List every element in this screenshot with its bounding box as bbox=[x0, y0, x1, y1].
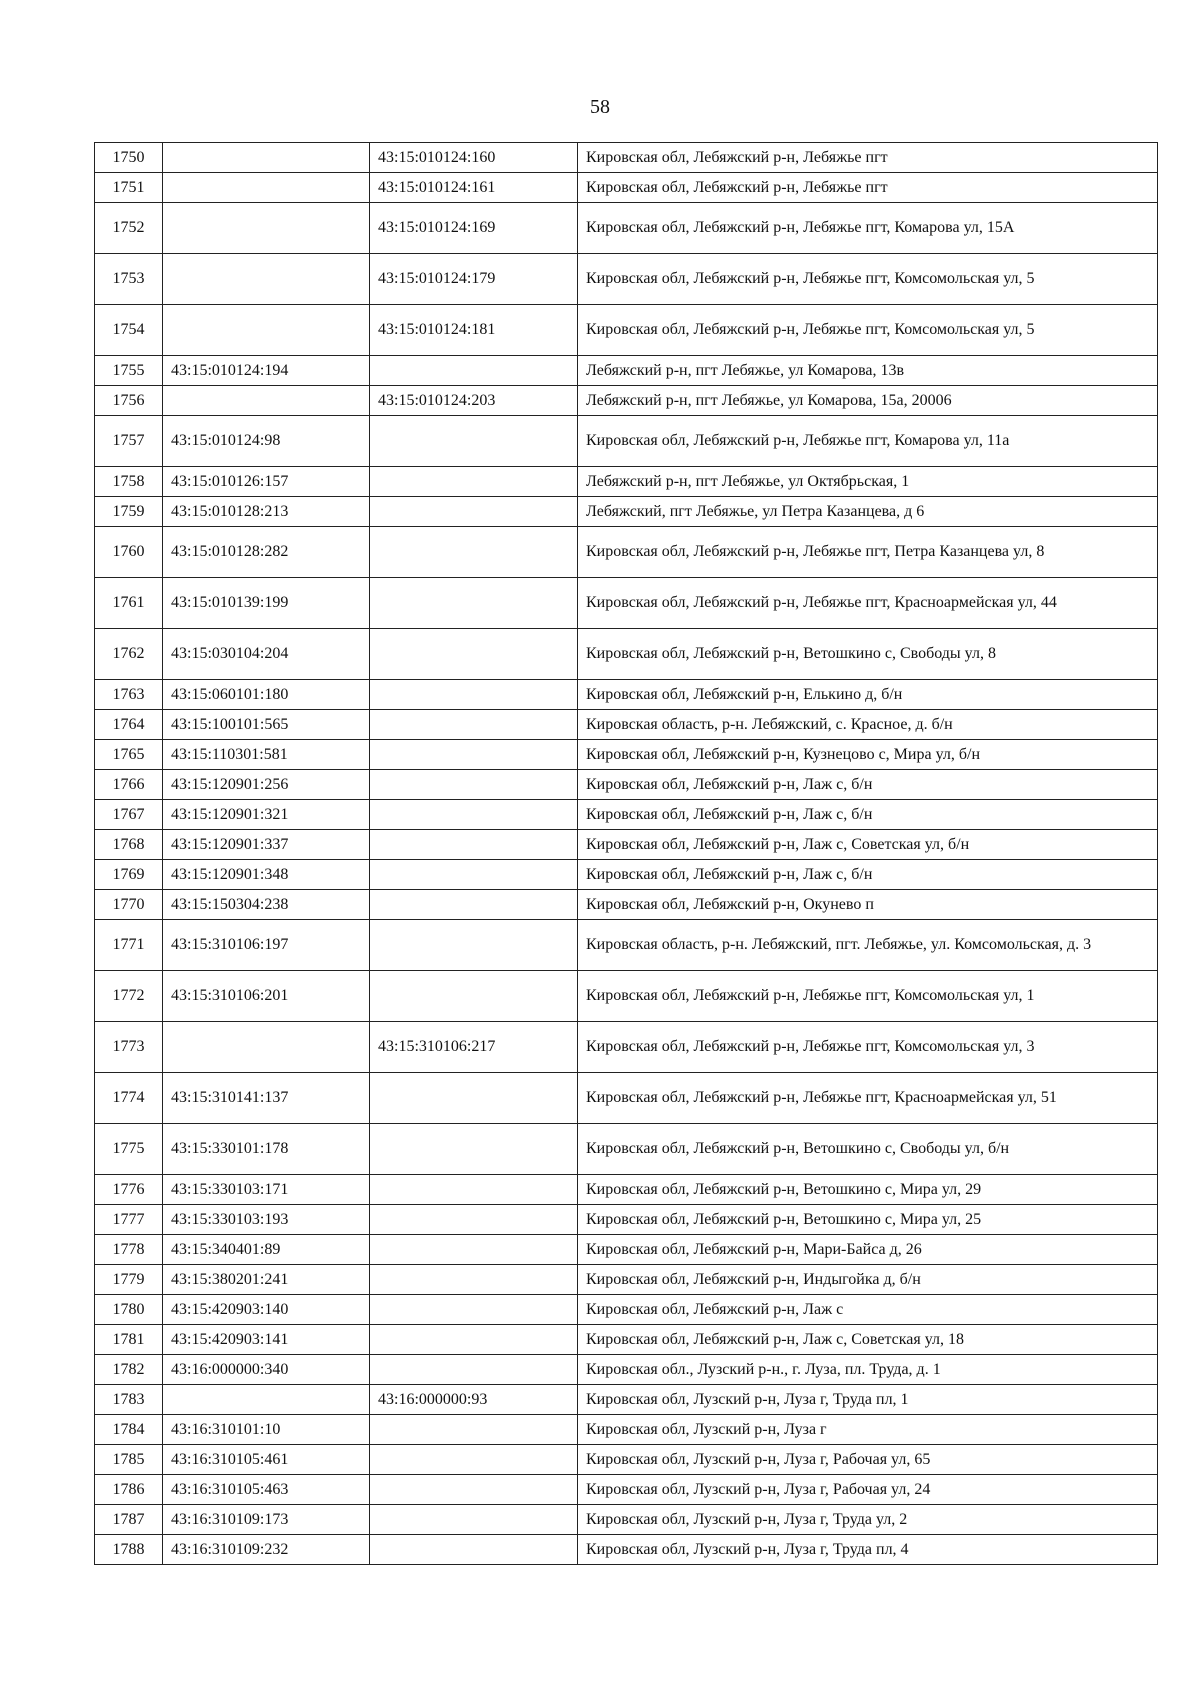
cadastral-number-a-cell: 43:15:010124:98 bbox=[163, 416, 370, 467]
row-number-cell: 1785 bbox=[95, 1445, 163, 1475]
address-cell: Кировская обл, Лебяжский р-н, Лаж с, б/н bbox=[578, 770, 1158, 800]
row-number-cell: 1764 bbox=[95, 710, 163, 740]
cadastral-number-b-cell: 43:15:010124:169 bbox=[370, 203, 578, 254]
row-number-cell: 1783 bbox=[95, 1385, 163, 1415]
table-row bbox=[95, 173, 1158, 203]
row-number-cell: 1756 bbox=[95, 386, 163, 416]
cadastral-number-a-cell: 43:15:380201:241 bbox=[163, 1265, 370, 1295]
table-row bbox=[95, 920, 1158, 971]
row-number-cell: 1786 bbox=[95, 1475, 163, 1505]
row-number-cell: 1765 bbox=[95, 740, 163, 770]
cadastral-number-b-cell bbox=[370, 1325, 578, 1355]
cadastral-number-a-cell bbox=[163, 1385, 370, 1415]
cadastral-number-a-cell: 43:15:120901:321 bbox=[163, 800, 370, 830]
address-cell: Кировская обл, Лебяжский р-н, Лебяжье пгт, Комсомольская ул, 5 bbox=[578, 305, 1158, 356]
cadastral-number-a-cell: 43:16:310105:463 bbox=[163, 1475, 370, 1505]
cadastral-number-b-cell bbox=[370, 710, 578, 740]
row-number-cell: 1781 bbox=[95, 1325, 163, 1355]
cadastral-number-b-cell bbox=[370, 1445, 578, 1475]
table-row bbox=[95, 1505, 1158, 1535]
table-row bbox=[95, 1295, 1158, 1325]
cadastral-number-a-cell: 43:15:120901:337 bbox=[163, 830, 370, 860]
cadastral-number-b-cell bbox=[370, 1235, 578, 1265]
cadastral-number-a-cell: 43:16:000000:340 bbox=[163, 1355, 370, 1385]
address-cell: Кировская обл, Лебяжский р-н, Индыгойка д, б/н bbox=[578, 1265, 1158, 1295]
row-number-cell: 1771 bbox=[95, 920, 163, 971]
address-cell: Лебяжский р-н, пгт Лебяжье, ул Комарова, 15а, 20006 bbox=[578, 386, 1158, 416]
cadastral-number-a-cell: 43:15:310106:197 bbox=[163, 920, 370, 971]
row-number-cell: 1782 bbox=[95, 1355, 163, 1385]
table-row bbox=[95, 1124, 1158, 1175]
address-cell: Кировская обл, Лебяжский р-н, Лаж с, б/н bbox=[578, 860, 1158, 890]
cadastral-number-a-cell: 43:15:100101:565 bbox=[163, 710, 370, 740]
address-cell: Кировская область, р-н. Лебяжский, с. Красное, д. б/н bbox=[578, 710, 1158, 740]
cadastral-number-b-cell bbox=[370, 770, 578, 800]
table-row bbox=[95, 860, 1158, 890]
address-cell: Кировская обл, Лебяжский р-н, Кузнецово с, Мира ул, б/н bbox=[578, 740, 1158, 770]
address-cell: Кировская обл, Лебяжский р-н, Лебяжье пгт bbox=[578, 173, 1158, 203]
row-number-cell: 1757 bbox=[95, 416, 163, 467]
table-row bbox=[95, 1445, 1158, 1475]
table-body bbox=[95, 143, 1158, 1565]
table-row bbox=[95, 467, 1158, 497]
address-cell: Кировская обл, Лебяжский р-н, Лаж с bbox=[578, 1295, 1158, 1325]
cadastral-number-b-cell bbox=[370, 578, 578, 629]
cadastral-number-b-cell: 43:15:010124:181 bbox=[370, 305, 578, 356]
address-cell: Кировская обл, Лебяжский р-н, Лебяжье пгт, Комарова ул, 15А bbox=[578, 203, 1158, 254]
address-cell: Кировская обл, Лебяжский р-н, Елькино д, б/н bbox=[578, 680, 1158, 710]
table-row bbox=[95, 1022, 1158, 1073]
cadastral-number-a-cell: 43:16:310109:232 bbox=[163, 1535, 370, 1565]
row-number-cell: 1763 bbox=[95, 680, 163, 710]
table-row bbox=[95, 1475, 1158, 1505]
table-row bbox=[95, 386, 1158, 416]
address-cell: Кировская обл, Лебяжский р-н, Ветошкино с, Свободы ул, б/н bbox=[578, 1124, 1158, 1175]
cadastral-number-b-cell bbox=[370, 629, 578, 680]
cadastral-number-a-cell: 43:16:310109:173 bbox=[163, 1505, 370, 1535]
cadastral-number-b-cell: 43:15:010124:179 bbox=[370, 254, 578, 305]
cadastral-number-b-cell: 43:15:010124:161 bbox=[370, 173, 578, 203]
address-cell: Кировская обл, Лебяжский р-н, Лебяжье пгт, Комсомольская ул, 1 bbox=[578, 971, 1158, 1022]
cadastral-number-a-cell bbox=[163, 203, 370, 254]
cadastral-number-a-cell: 43:15:060101:180 bbox=[163, 680, 370, 710]
row-number-cell: 1752 bbox=[95, 203, 163, 254]
row-number-cell: 1774 bbox=[95, 1073, 163, 1124]
address-cell: Кировская обл, Лузский р-н, Луза г, Рабочая ул, 24 bbox=[578, 1475, 1158, 1505]
address-cell: Кировская обл, Лебяжский р-н, Лебяжье пгт, Красноармейская ул, 44 bbox=[578, 578, 1158, 629]
table-row bbox=[95, 1415, 1158, 1445]
row-number-cell: 1770 bbox=[95, 890, 163, 920]
cadastral-number-a-cell bbox=[163, 305, 370, 356]
table-row bbox=[95, 740, 1158, 770]
address-cell: Кировская обл, Лебяжский р-н, Окунево п bbox=[578, 890, 1158, 920]
row-number-cell: 1784 bbox=[95, 1415, 163, 1445]
row-number-cell: 1754 bbox=[95, 305, 163, 356]
cadastral-number-b-cell bbox=[370, 740, 578, 770]
cadastral-number-a-cell: 43:15:120901:256 bbox=[163, 770, 370, 800]
cadastral-number-a-cell: 43:15:010126:157 bbox=[163, 467, 370, 497]
cadastral-number-a-cell: 43:16:310105:461 bbox=[163, 1445, 370, 1475]
row-number-cell: 1768 bbox=[95, 830, 163, 860]
cadastral-number-b-cell bbox=[370, 1205, 578, 1235]
cadastral-number-a-cell bbox=[163, 173, 370, 203]
row-number-cell: 1766 bbox=[95, 770, 163, 800]
cadastral-number-a-cell: 43:15:330103:171 bbox=[163, 1175, 370, 1205]
cadastral-number-b-cell bbox=[370, 416, 578, 467]
cadastral-number-b-cell bbox=[370, 920, 578, 971]
cadastral-number-a-cell: 43:15:010124:194 bbox=[163, 356, 370, 386]
table-row bbox=[95, 254, 1158, 305]
row-number-cell: 1751 bbox=[95, 173, 163, 203]
row-number-cell: 1759 bbox=[95, 497, 163, 527]
cadastral-number-a-cell bbox=[163, 386, 370, 416]
page-number: 58 bbox=[590, 96, 610, 118]
cadastral-number-a-cell: 43:15:420903:141 bbox=[163, 1325, 370, 1355]
row-number-cell: 1760 bbox=[95, 527, 163, 578]
address-cell: Кировская обл, Лебяжский р-н, Ветошкино с, Мира ул, 25 bbox=[578, 1205, 1158, 1235]
address-cell: Кировская обл, Лузский р-н, Луза г, Рабочая ул, 65 bbox=[578, 1445, 1158, 1475]
row-number-cell: 1788 bbox=[95, 1535, 163, 1565]
table-row bbox=[95, 800, 1158, 830]
table-row bbox=[95, 1073, 1158, 1124]
address-cell: Кировская обл, Лебяжский р-н, Лаж с, Советская ул, б/н bbox=[578, 830, 1158, 860]
cadastral-number-a-cell: 43:15:310141:137 bbox=[163, 1073, 370, 1124]
cadastral-number-a-cell: 43:15:010128:213 bbox=[163, 497, 370, 527]
cadastral-number-b-cell: 43:16:000000:93 bbox=[370, 1385, 578, 1415]
table-row bbox=[95, 416, 1158, 467]
address-cell: Кировская обл, Лебяжский р-н, Мари-Байса д, 26 bbox=[578, 1235, 1158, 1265]
cadastral-number-b-cell bbox=[370, 1505, 578, 1535]
address-cell: Кировская обл, Лузский р-н, Луза г, Труда пл, 1 bbox=[578, 1385, 1158, 1415]
cadastral-number-a-cell: 43:16:310101:10 bbox=[163, 1415, 370, 1445]
table-row bbox=[95, 629, 1158, 680]
cadastral-number-a-cell: 43:15:120901:348 bbox=[163, 860, 370, 890]
cadastral-number-b-cell bbox=[370, 1265, 578, 1295]
table-row bbox=[95, 1535, 1158, 1565]
row-number-cell: 1762 bbox=[95, 629, 163, 680]
table-row bbox=[95, 356, 1158, 386]
cadastral-number-b-cell bbox=[370, 860, 578, 890]
cadastral-number-b-cell bbox=[370, 1073, 578, 1124]
address-cell: Кировская обл, Лебяжский р-н, Лебяжье пгт, Красноармейская ул, 51 bbox=[578, 1073, 1158, 1124]
address-cell: Кировская обл., Лузский р-н., г. Луза, пл. Труда, д. 1 bbox=[578, 1355, 1158, 1385]
cadastral-number-b-cell bbox=[370, 971, 578, 1022]
address-cell: Кировская обл, Лузский р-н, Луза г, Труда ул, 2 bbox=[578, 1505, 1158, 1535]
cadastral-number-b-cell bbox=[370, 1295, 578, 1325]
cadastral-number-b-cell bbox=[370, 497, 578, 527]
cadastral-number-b-cell bbox=[370, 1124, 578, 1175]
cadastral-number-b-cell: 43:15:310106:217 bbox=[370, 1022, 578, 1073]
cadastral-number-a-cell: 43:15:340401:89 bbox=[163, 1235, 370, 1265]
address-cell: Лебяжский р-н, пгт Лебяжье, ул Комарова, 13в bbox=[578, 356, 1158, 386]
cadastral-number-a-cell bbox=[163, 1022, 370, 1073]
cadastral-number-b-cell bbox=[370, 1415, 578, 1445]
row-number-cell: 1776 bbox=[95, 1175, 163, 1205]
row-number-cell: 1778 bbox=[95, 1235, 163, 1265]
address-cell: Лебяжский р-н, пгт Лебяжье, ул Октябрьская, 1 bbox=[578, 467, 1158, 497]
cadastral-number-b-cell: 43:15:010124:160 bbox=[370, 143, 578, 173]
table-row bbox=[95, 1355, 1158, 1385]
table-row bbox=[95, 890, 1158, 920]
table-row bbox=[95, 770, 1158, 800]
address-cell: Кировская обл, Лебяжский р-н, Лебяжье пгт, Комсомольская ул, 5 bbox=[578, 254, 1158, 305]
row-number-cell: 1755 bbox=[95, 356, 163, 386]
cadastral-number-a-cell: 43:15:420903:140 bbox=[163, 1295, 370, 1325]
row-number-cell: 1775 bbox=[95, 1124, 163, 1175]
row-number-cell: 1769 bbox=[95, 860, 163, 890]
cadastral-number-a-cell: 43:15:030104:204 bbox=[163, 629, 370, 680]
table-row bbox=[95, 305, 1158, 356]
row-number-cell: 1753 bbox=[95, 254, 163, 305]
cadastral-number-b-cell bbox=[370, 527, 578, 578]
address-cell: Кировская область, р-н. Лебяжский, пгт. Лебяжье, ул. Комсомольская, д. 3 bbox=[578, 920, 1158, 971]
property-registry-table bbox=[94, 142, 1158, 1565]
table-row bbox=[95, 143, 1158, 173]
address-cell: Кировская обл, Лебяжский р-н, Лаж с, Советская ул, 18 bbox=[578, 1325, 1158, 1355]
table-row bbox=[95, 710, 1158, 740]
row-number-cell: 1780 bbox=[95, 1295, 163, 1325]
cadastral-number-b-cell bbox=[370, 467, 578, 497]
address-cell: Кировская обл, Лебяжский р-н, Ветошкино с, Свободы ул, 8 bbox=[578, 629, 1158, 680]
row-number-cell: 1787 bbox=[95, 1505, 163, 1535]
address-cell: Кировская обл, Лебяжский р-н, Лаж с, б/н bbox=[578, 800, 1158, 830]
cadastral-number-b-cell: 43:15:010124:203 bbox=[370, 386, 578, 416]
cadastral-number-b-cell bbox=[370, 1535, 578, 1565]
table-row bbox=[95, 971, 1158, 1022]
cadastral-number-a-cell bbox=[163, 143, 370, 173]
row-number-cell: 1761 bbox=[95, 578, 163, 629]
cadastral-number-a-cell: 43:15:330103:193 bbox=[163, 1205, 370, 1235]
address-cell: Кировская обл, Лебяжский р-н, Лебяжье пгт, Петра Казанцева ул, 8 bbox=[578, 527, 1158, 578]
cadastral-number-a-cell: 43:15:110301:581 bbox=[163, 740, 370, 770]
table-row bbox=[95, 527, 1158, 578]
address-cell: Кировская обл, Лузский р-н, Луза г, Труда пл, 4 bbox=[578, 1535, 1158, 1565]
cadastral-number-b-cell bbox=[370, 1175, 578, 1205]
cadastral-number-b-cell bbox=[370, 356, 578, 386]
table-row bbox=[95, 497, 1158, 527]
table-row bbox=[95, 1265, 1158, 1295]
row-number-cell: 1779 bbox=[95, 1265, 163, 1295]
address-cell: Кировская обл, Лебяжский р-н, Лебяжье пгт, Комсомольская ул, 3 bbox=[578, 1022, 1158, 1073]
row-number-cell: 1758 bbox=[95, 467, 163, 497]
cadastral-number-b-cell bbox=[370, 680, 578, 710]
cadastral-number-a-cell: 43:15:010139:199 bbox=[163, 578, 370, 629]
cadastral-number-a-cell: 43:15:150304:238 bbox=[163, 890, 370, 920]
address-cell: Кировская обл, Лебяжский р-н, Ветошкино с, Мира ул, 29 bbox=[578, 1175, 1158, 1205]
row-number-cell: 1777 bbox=[95, 1205, 163, 1235]
table-row bbox=[95, 830, 1158, 860]
cadastral-number-b-cell bbox=[370, 890, 578, 920]
row-number-cell: 1767 bbox=[95, 800, 163, 830]
cadastral-number-a-cell: 43:15:010128:282 bbox=[163, 527, 370, 578]
cadastral-number-b-cell bbox=[370, 1355, 578, 1385]
row-number-cell: 1772 bbox=[95, 971, 163, 1022]
table-row bbox=[95, 1205, 1158, 1235]
cadastral-number-b-cell bbox=[370, 1475, 578, 1505]
table-row bbox=[95, 203, 1158, 254]
cadastral-number-a-cell: 43:15:310106:201 bbox=[163, 971, 370, 1022]
address-cell: Кировская обл, Лебяжский р-н, Лебяжье пгт, Комарова ул, 11а bbox=[578, 416, 1158, 467]
address-cell: Кировская обл, Лебяжский р-н, Лебяжье пгт bbox=[578, 143, 1158, 173]
cadastral-number-a-cell bbox=[163, 254, 370, 305]
table-row bbox=[95, 1385, 1158, 1415]
cadastral-number-a-cell: 43:15:330101:178 bbox=[163, 1124, 370, 1175]
table-row bbox=[95, 1325, 1158, 1355]
address-cell: Лебяжский, пгт Лебяжье, ул Петра Казанцева, д 6 bbox=[578, 497, 1158, 527]
row-number-cell: 1750 bbox=[95, 143, 163, 173]
table-row bbox=[95, 1175, 1158, 1205]
table-row bbox=[95, 578, 1158, 629]
cadastral-number-b-cell bbox=[370, 800, 578, 830]
table-row bbox=[95, 680, 1158, 710]
address-cell: Кировская обл, Лузский р-н, Луза г bbox=[578, 1415, 1158, 1445]
cadastral-number-b-cell bbox=[370, 830, 578, 860]
table-row bbox=[95, 1235, 1158, 1265]
row-number-cell: 1773 bbox=[95, 1022, 163, 1073]
